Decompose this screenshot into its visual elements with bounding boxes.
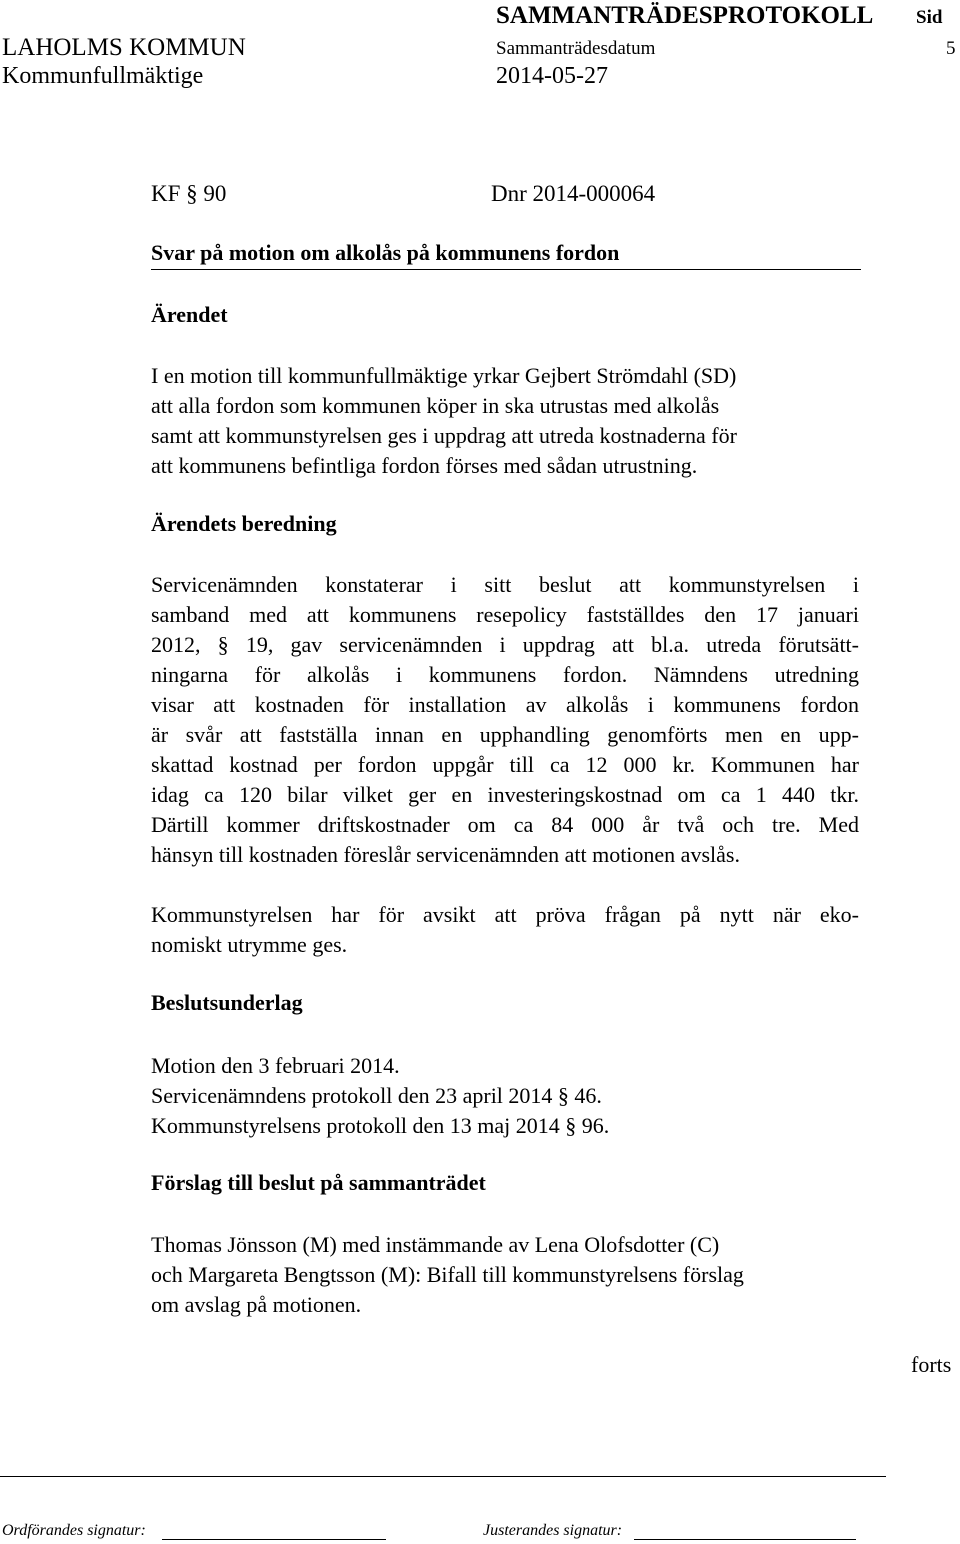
list-item: Servicenämndens protokoll den 23 april 2014 § 46.	[151, 1083, 602, 1108]
text-line: hänsyn till kostnaden föreslår servicenämnden att motionen avslås.	[151, 842, 740, 867]
text-line: visar att kostnaden för installation av alkolås i kommunens fordon	[151, 692, 859, 717]
beslutsunderlag-list	[151, 1051, 609, 1141]
arendet-text	[151, 361, 737, 481]
chair-signature-label: Ordförandes signatur:	[2, 1522, 146, 1539]
page-number: 5	[946, 38, 956, 59]
section-heading-forslag: Förslag till beslut på sammanträdet	[151, 1170, 486, 1195]
text-line: Thomas Jönsson (M) med instämmande av Lena Olofsdotter (C)	[151, 1232, 720, 1257]
text-line: I en motion till kommunfullmäktige yrkar Gejbert Strömdahl (SD)	[151, 363, 737, 388]
text-line: om avslag på motionen.	[151, 1292, 362, 1317]
sid-label: Sid	[916, 7, 943, 28]
section-heading-beslutsunderlag: Beslutsunderlag	[151, 990, 303, 1015]
list-item: Kommunstyrelsens protokoll den 13 maj 2014 § 96.	[151, 1113, 610, 1138]
footer-rule	[0, 1476, 886, 1477]
organization-name: LAHOLMS KOMMUN	[2, 34, 246, 61]
chair-signature-line	[162, 1539, 386, 1540]
adjuster-signature-label: Justerandes signatur:	[483, 1522, 623, 1539]
text-line: att alla fordon som kommunen köper in ska utrustas med alkolås	[151, 393, 720, 418]
text-line: skattad kostnad per fordon uppgår till ca 12 000 kr. Kommunen har	[151, 752, 859, 777]
section-heading-beredning: Ärendets beredning	[151, 511, 337, 536]
title-underline	[151, 269, 861, 270]
section-heading-arendet: Ärendet	[151, 302, 228, 327]
case-dnr: Dnr 2014-000064	[491, 181, 656, 206]
list-item: Motion den 3 februari 2014.	[151, 1053, 400, 1078]
beredning-paragraph-2	[151, 900, 859, 960]
case-number: KF § 90	[151, 181, 227, 206]
text-line: Kommunstyrelsen har för avsikt att pröva frågan på nytt när eko-	[151, 902, 859, 927]
text-line: samt att kommunstyrelsen ges i uppdrag att utreda kostnaderna för	[151, 423, 737, 448]
body-name: Kommunfullmäktige	[2, 63, 204, 89]
forslag-text	[151, 1230, 744, 1320]
text-line: Servicenämnden konstaterar i sitt beslut att kommunstyrelsen i	[151, 572, 859, 597]
text-line: Därtill kommer driftskostnader om ca 84 000 år två och tre. Med	[151, 812, 859, 837]
text-line: nomiskt utrymme ges.	[151, 932, 348, 957]
adjuster-signature-line	[634, 1539, 856, 1540]
text-line: samband med att kommunens resepolicy fastställdes den 17 januari	[151, 602, 859, 627]
text-line: är svår att fastställa innan en upphandling genomförts men en upp-	[151, 722, 859, 747]
document-type: SAMMANTRÄDESPROTOKOLL	[496, 2, 874, 29]
text-line: och Margareta Bengtsson (M): Bifall till kommunstyrelsens förslag	[151, 1262, 744, 1287]
text-line: ningarna för alkolås i kommunens fordon. Nämndens utredning	[151, 662, 859, 687]
text-line: att kommunens befintliga fordon förses med sådan utrustning.	[151, 453, 698, 478]
beredning-paragraph-1	[151, 570, 859, 870]
meeting-date: 2014-05-27	[496, 63, 608, 89]
case-title: Svar på motion om alkolås på kommunens fordon	[151, 240, 620, 265]
text-line: 2012, § 19, gav servicenämnden i uppdrag att bl.a. utreda förutsätt-	[151, 632, 859, 657]
text-line: idag ca 120 bilar vilket ger en investeringskostnad om ca 1 440 tkr.	[151, 782, 859, 807]
continued-marker: forts	[911, 1352, 952, 1377]
meeting-date-label: Sammanträdesdatum	[496, 38, 656, 59]
